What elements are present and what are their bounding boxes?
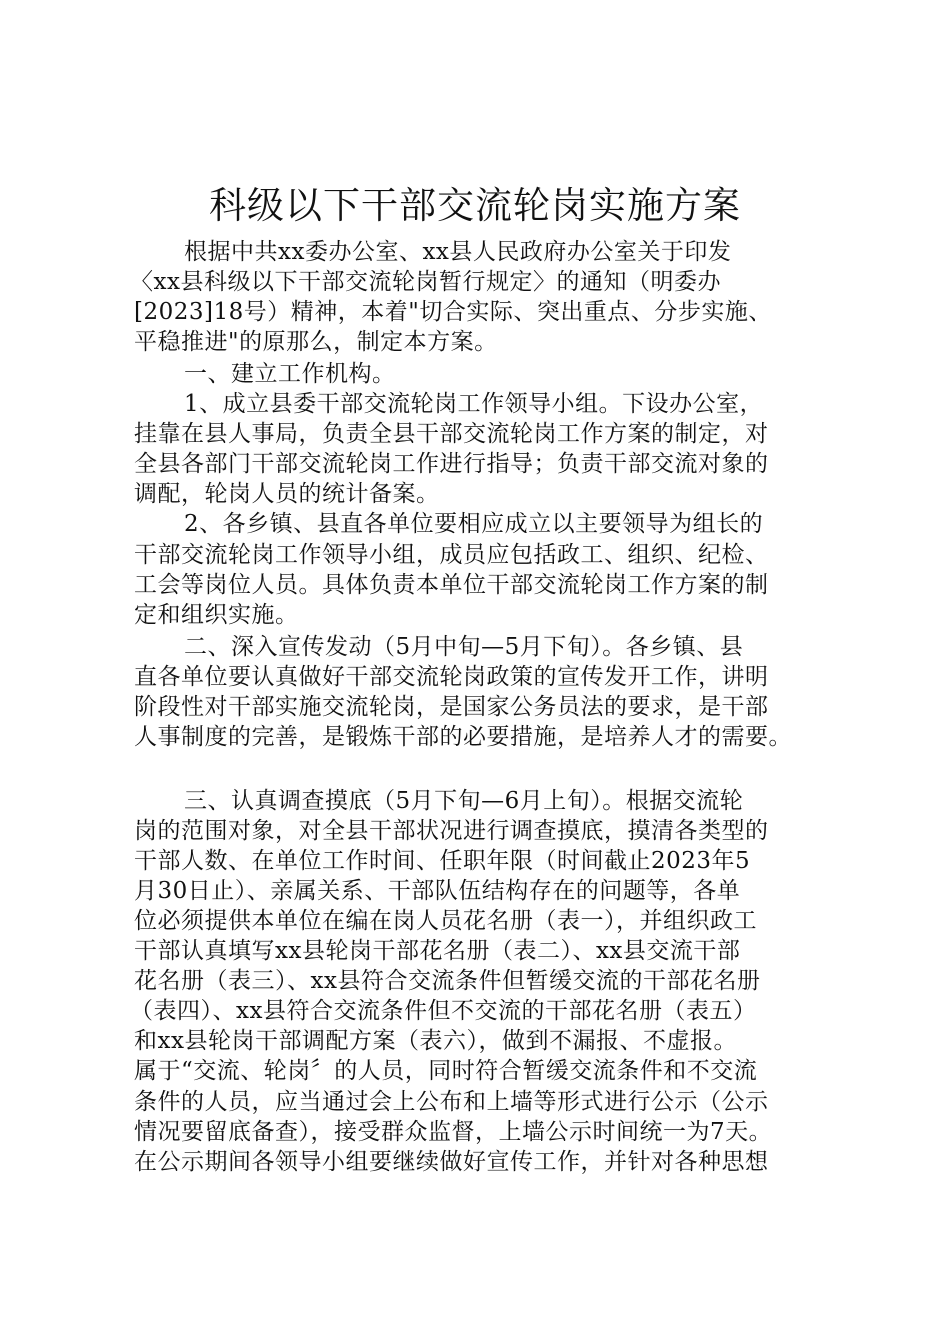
paragraph-line: 二、深入宣传发动（5月中旬—5月下旬）。各乡镇、县: [184, 634, 744, 660]
paragraph-line: 和xx县轮岗干部调配方案（表六），做到不漏报、不虚报。: [134, 1028, 737, 1054]
paragraph-line: 调配，轮岗人员的统计备案。: [134, 481, 440, 507]
paragraph-line: 人事制度的完善，是锻炼干部的必要措施，是培养人才的需要。: [134, 724, 792, 750]
paragraph-line: 2、各乡镇、县直各单位要相应成立以主要领导为组长的: [184, 511, 764, 537]
paragraph-line: 三、认真调查摸底（5月下旬—6月上旬）。根据交流轮: [184, 788, 744, 814]
document-title: 科级以下干部交流轮岗实施方案: [209, 184, 741, 227]
paragraph-line: 平稳推进"的原那么，制定本方案。: [134, 329, 498, 355]
paragraph-line: 位必须提供本单位在编在岗人员花名册（表一），并组织政工: [134, 908, 757, 934]
paragraph-line: 干部交流轮岗工作领导小组，成员应包括政工、组织、纪检、: [134, 542, 769, 568]
paragraph-line: （表四）、xx县符合交流条件但不交流的干部花名册（表五）: [130, 998, 757, 1024]
paragraph-line: [2023]18号）精神，本着"切合实际、突出重点、分步实施、: [134, 299, 772, 325]
paragraph-line: 干部认真填写xx县轮岗干部花名册（表二）、xx县交流干部: [134, 938, 741, 964]
paragraph-line: 挂靠在县人事局，负责全县干部交流轮岗工作方案的制定，对: [134, 421, 769, 447]
paragraph-line: 条件的人员，应当通过会上公布和上墙等形式进行公示（公示: [134, 1089, 769, 1115]
paragraph-line: 干部人数、在单位工作时间、任职年限（时间截止2023年5: [134, 848, 751, 874]
paragraph-line: 属于“交流、轮岗〞的人员，同时符合暂缓交流条件和不交流: [134, 1058, 758, 1084]
paragraph-line: 直各单位要认真做好干部交流轮岗政策的宣传发开工作，讲明: [134, 664, 769, 690]
paragraph-line: 根据中共xx委办公室、xx县人民政府办公室关于印发: [184, 239, 732, 265]
paragraph-line: 月30日止）、亲属关系、干部队伍结构存在的问题等，各单: [134, 878, 741, 904]
paragraph-line: 情况要留底备查），接受群众监督，上墙公示时间统一为7天。: [134, 1119, 773, 1145]
paragraph-line: 1、成立县委干部交流轮岗工作领导小组。下设办公室，: [184, 391, 764, 417]
paragraph-line: 阶段性对干部实施交流轮岗，是国家公务员法的要求，是干部: [134, 694, 769, 720]
paragraph-line: 全县各部门干部交流轮岗工作进行指导；负责干部交流对象的: [134, 451, 769, 477]
paragraph-line: 定和组织实施。: [134, 602, 299, 628]
paragraph-line: 〈xx县科级以下干部交流轮岗暂行规定〉的通知（明委办: [130, 269, 721, 295]
paragraph-line: 在公示期间各领导小组要继续做好宣传工作，并针对各种思想: [134, 1149, 769, 1175]
paragraph-line: 工会等岗位人员。具体负责本单位干部交流轮岗工作方案的制: [134, 572, 769, 598]
paragraph-line: 花名册（表三）、xx县符合交流条件但暂缓交流的干部花名册: [134, 968, 761, 994]
paragraph-line: 岗的范围对象，对全县干部状况进行调查摸底，摸清各类型的: [134, 818, 769, 844]
section-heading: 一、建立工作机构。: [184, 361, 396, 387]
